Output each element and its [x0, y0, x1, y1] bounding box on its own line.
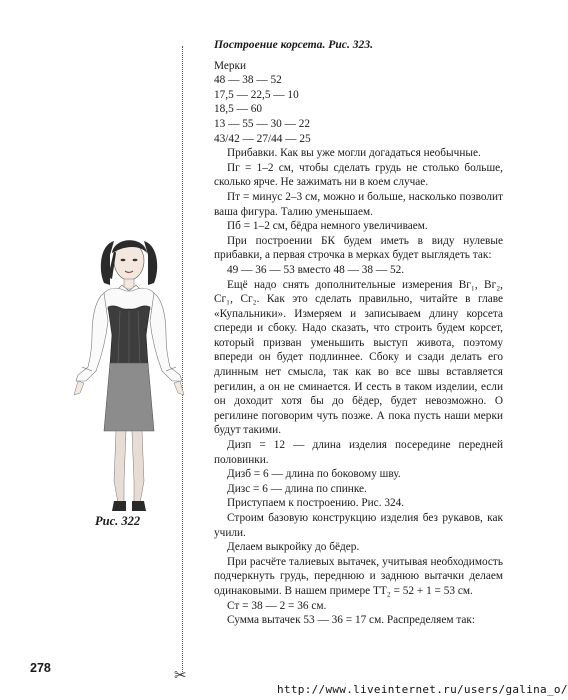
- measure-line: 48 — 38 — 52: [214, 74, 282, 87]
- scissors-icon: ✂: [174, 666, 187, 684]
- woman-in-corset-illustration: [70, 235, 188, 515]
- measures-label: Мерки: [214, 59, 247, 72]
- measure-line: 43/42 — 27/44 — 25: [214, 132, 311, 145]
- paragraph: Строим базовую конструкцию изделия без рукавов, как учили.: [214, 512, 503, 539]
- figure-caption: Рис. 322: [95, 514, 141, 528]
- paragraph: Пт = минус 2–3 см, можно и больше, насколько позволит ваша фигура. Талию уменьшаем.: [214, 190, 503, 218]
- text-column: [214, 38, 503, 628]
- paragraph: Дизп = 12 — длина изделия посередине передней половинки.: [214, 439, 503, 466]
- paragraph: Прибавки. Как вы уже могли догадаться необычные.: [227, 147, 481, 160]
- paragraph: Пг = 1–2 см, чтобы сделать грудь не столько больше, сколько ярче. Не зажимать ни в коем случае.: [214, 161, 503, 189]
- measure-line: 13 — 55 — 30 — 22: [214, 117, 311, 130]
- paragraph: Ещё надо снять дополнительные измерения Вг₁, Вг₂, Сг₁, Сг₂. Как это сделать правильно, читайте в главе «Купальники». Измеряем и записываем длину корсета спереди и сбоку. Надо сказать, что строить будем корсет, который призван уменьшить выступ живота, поэтому впереди он будет подлиннее. Сбоку и сзади делать его длинным нет смысла, так как во все швы вставляется регилин, а он не сминается. И сесть в таком изделии, если он доходит хотя бы до бёдер, будет невозможно. О регилине поговорим чуть позже. А пока пусть наши мерки будут такими.: [214, 278, 503, 437]
- paragraph: Пб = 1–2 см, бёдра немного увеличиваем.: [227, 220, 428, 233]
- paragraph: Приступаем к построению. Рис. 324.: [227, 497, 405, 510]
- page-number: 278: [30, 661, 51, 675]
- paragraph: Ст = 38 — 2 = 36 см.: [227, 599, 327, 612]
- measure-line: 17,5 — 22,5 — 10: [214, 88, 299, 101]
- section-heading: Построение корсета. Рис. 323.: [214, 38, 374, 51]
- paragraph: Делаем выкройку до бёдер.: [227, 541, 360, 554]
- paragraph: При построении БК будем иметь в виду нулевые прибавки, а первая строчка в мерках будет выглядеть так:: [214, 234, 503, 262]
- paragraph: 49 — 36 — 53 вместо 48 — 38 — 52.: [227, 263, 405, 276]
- paragraph: Сумма вытачек 53 — 36 = 17 см. Распределяем так:: [227, 614, 476, 627]
- source-url: http://www.liveinternet.ru/users/galina_o/: [277, 683, 568, 696]
- paragraph: Дизб = 6 — длина по боковому шву.: [227, 468, 401, 481]
- paragraph: При расчёте талиевых вытачек, учитывая необходимость подчеркнуть грудь, переднюю и заднюю вытачки делаем одинаковыми. В нашем примере ТТ₂ = 52 + 1 = 53 см.: [214, 555, 503, 597]
- measure-line: 18,5 — 60: [214, 103, 263, 116]
- paragraph: Дизс = 6 — длина по спинке.: [227, 482, 367, 495]
